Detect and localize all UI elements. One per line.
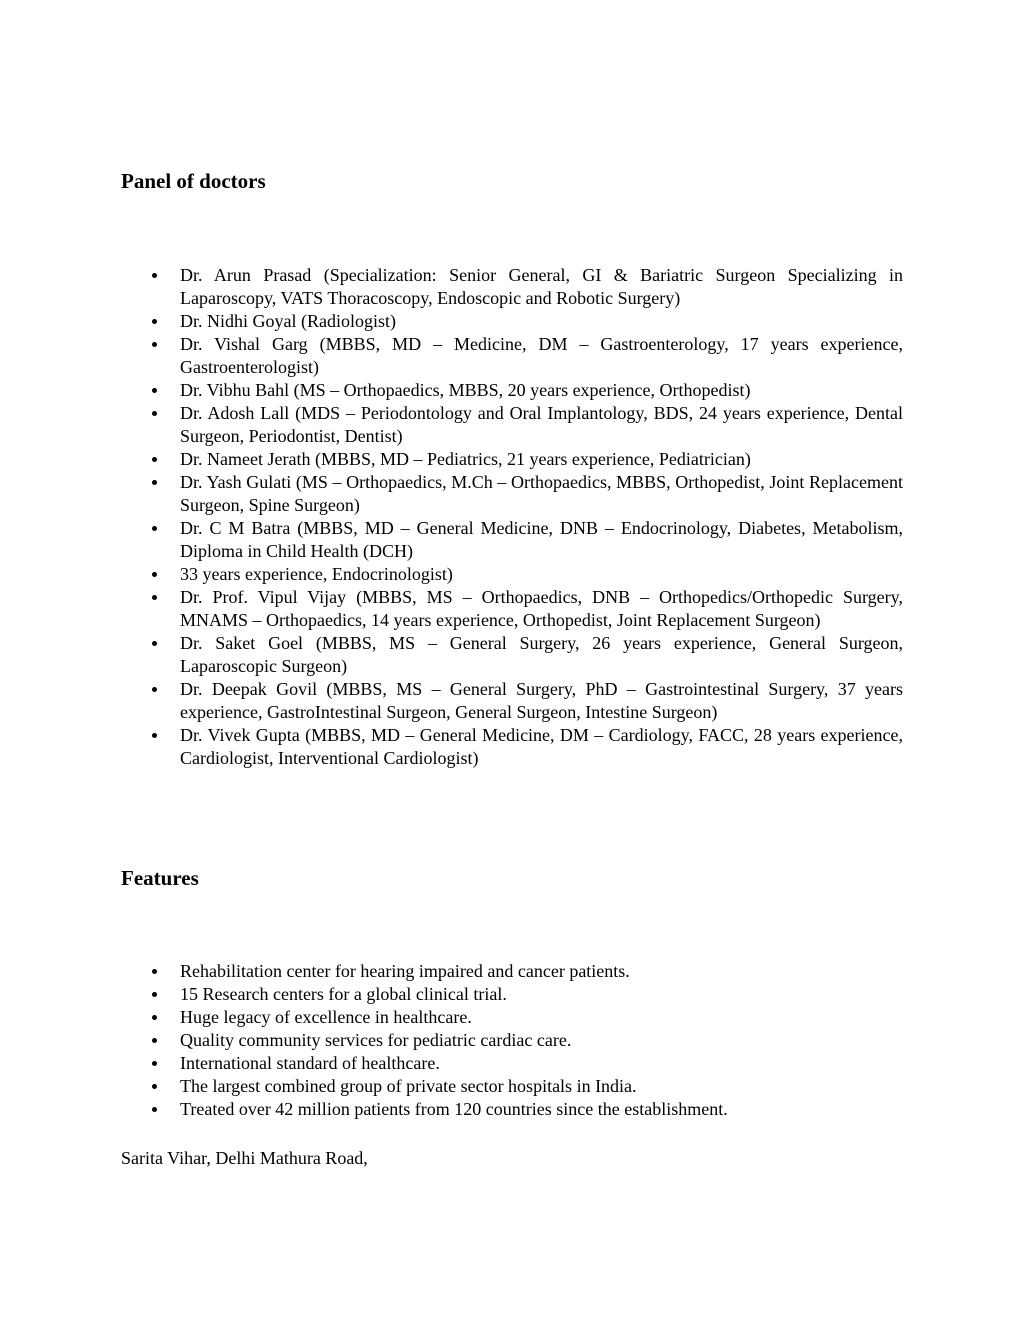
- bullet-icon: [152, 969, 157, 974]
- bullet-icon: [152, 1084, 157, 1089]
- doctor-entry: Dr. Yash Gulati (MS – Orthopaedics, M.Ch – Orthopaedics, MBBS, Orthopedist, Joint Replacement Surgeon, Spine Surgeon): [180, 472, 903, 515]
- feature-entry: Treated over 42 million patients from 120 countries since the establishment.: [180, 1099, 728, 1119]
- doctor-entry: Dr. Saket Goel (MBBS, MS – General Surgery, 26 years experience, General Surgeon, Laparoscopic Surgeon): [180, 633, 903, 676]
- list-item: [150, 379, 903, 402]
- list-item: [150, 632, 903, 678]
- feature-entry: Huge legacy of excellence in healthcare.: [180, 1007, 472, 1027]
- list-item: [150, 1006, 903, 1029]
- list-item: [150, 448, 903, 471]
- address-text: Sarita Vihar, Delhi Mathura Road,: [121, 1148, 368, 1168]
- feature-entry: 15 Research centers for a global clinical trial.: [180, 984, 507, 1004]
- bullet-icon: [152, 1107, 157, 1112]
- feature-entry: International standard of healthcare.: [180, 1053, 440, 1073]
- bullet-icon: [152, 1061, 157, 1066]
- bullet-icon: [152, 1038, 157, 1043]
- bullet-icon: [152, 480, 157, 485]
- bullet-icon: [152, 733, 157, 738]
- bullet-icon: [152, 526, 157, 531]
- list-item: [150, 1098, 903, 1121]
- doctors-section-heading: Panel of doctors: [121, 169, 266, 193]
- doctor-entry: Dr. Adosh Lall (MDS – Periodontology and Oral Implantology, BDS, 24 years experience, Dental Surgeon, Periodontist, Dentist): [180, 403, 903, 446]
- doctor-entry: Dr. Vivek Gupta (MBBS, MD – General Medicine, DM – Cardiology, FACC, 28 years experience, Cardiologist, Interventional Cardiologist): [180, 725, 903, 768]
- list-item: [150, 402, 903, 448]
- doctor-entry: Dr. Arun Prasad (Specialization: Senior General, GI & Bariatric Surgeon Specializing in Laparoscopy, VATS Thoracoscopy, Endoscopic and Robotic Surgery): [180, 265, 903, 308]
- features-section-heading: Features: [121, 866, 199, 890]
- doctor-entry: Dr. Nameet Jerath (MBBS, MD – Pediatrics, 21 years experience, Pediatrician): [180, 449, 751, 469]
- bullet-icon: [152, 457, 157, 462]
- bullet-icon: [152, 1015, 157, 1020]
- list-item: [150, 310, 903, 333]
- bullet-icon: [152, 388, 157, 393]
- list-item: [150, 264, 903, 310]
- bullet-icon: [152, 273, 157, 278]
- bullet-icon: [152, 687, 157, 692]
- bullet-icon: [152, 342, 157, 347]
- doctor-entry: Dr. Nidhi Goyal (Radiologist): [180, 311, 396, 331]
- list-item: [150, 586, 903, 632]
- list-item: [150, 333, 903, 379]
- doctor-entry: Dr. Prof. Vipul Vijay (MBBS, MS – Orthopaedics, DNB – Orthopedics/Orthopedic Surgery, MNAMS – Orthopaedics, 14 years experience, Orthopedist, Joint Replacement Surgeon): [180, 587, 903, 630]
- feature-entry: The largest combined group of private sector hospitals in India.: [180, 1076, 637, 1096]
- doctor-entry: 33 years experience, Endocrinologist): [180, 564, 453, 584]
- bullet-icon: [152, 572, 157, 577]
- list-item: [150, 1029, 903, 1052]
- bullet-icon: [152, 992, 157, 997]
- list-item: [150, 724, 903, 770]
- list-item: [150, 983, 903, 1006]
- list-item: [150, 1075, 903, 1098]
- feature-entry: Rehabilitation center for hearing impaired and cancer patients.: [180, 961, 630, 981]
- bullet-icon: [152, 595, 157, 600]
- list-item: [150, 678, 903, 724]
- bullet-icon: [152, 641, 157, 646]
- bullet-icon: [152, 411, 157, 416]
- doctor-entry: Dr. C M Batra (MBBS, MD – General Medicine, DNB – Endocrinology, Diabetes, Metabolism, Diploma in Child Health (DCH): [180, 518, 903, 561]
- list-item: [150, 1052, 903, 1075]
- list-item: [150, 517, 903, 563]
- feature-entry: Quality community services for pediatric cardiac care.: [180, 1030, 572, 1050]
- doctor-entry: Dr. Deepak Govil (MBBS, MS – General Surgery, PhD – Gastrointestinal Surgery, 37 years experience, GastroIntestinal Surgeon, General Surgeon, Intestine Surgeon): [180, 679, 903, 722]
- doctor-entry: Dr. Vibhu Bahl (MS – Orthopaedics, MBBS, 20 years experience, Orthopedist): [180, 380, 751, 400]
- bullet-icon: [152, 319, 157, 324]
- doctors-list: [150, 264, 903, 770]
- doctor-entry: Dr. Vishal Garg (MBBS, MD – Medicine, DM – Gastroenterology, 17 years experience, Gastroenterologist): [180, 334, 903, 377]
- list-item: [150, 960, 903, 983]
- features-list: [150, 960, 903, 1121]
- list-item: [150, 563, 903, 586]
- list-item: [150, 471, 903, 517]
